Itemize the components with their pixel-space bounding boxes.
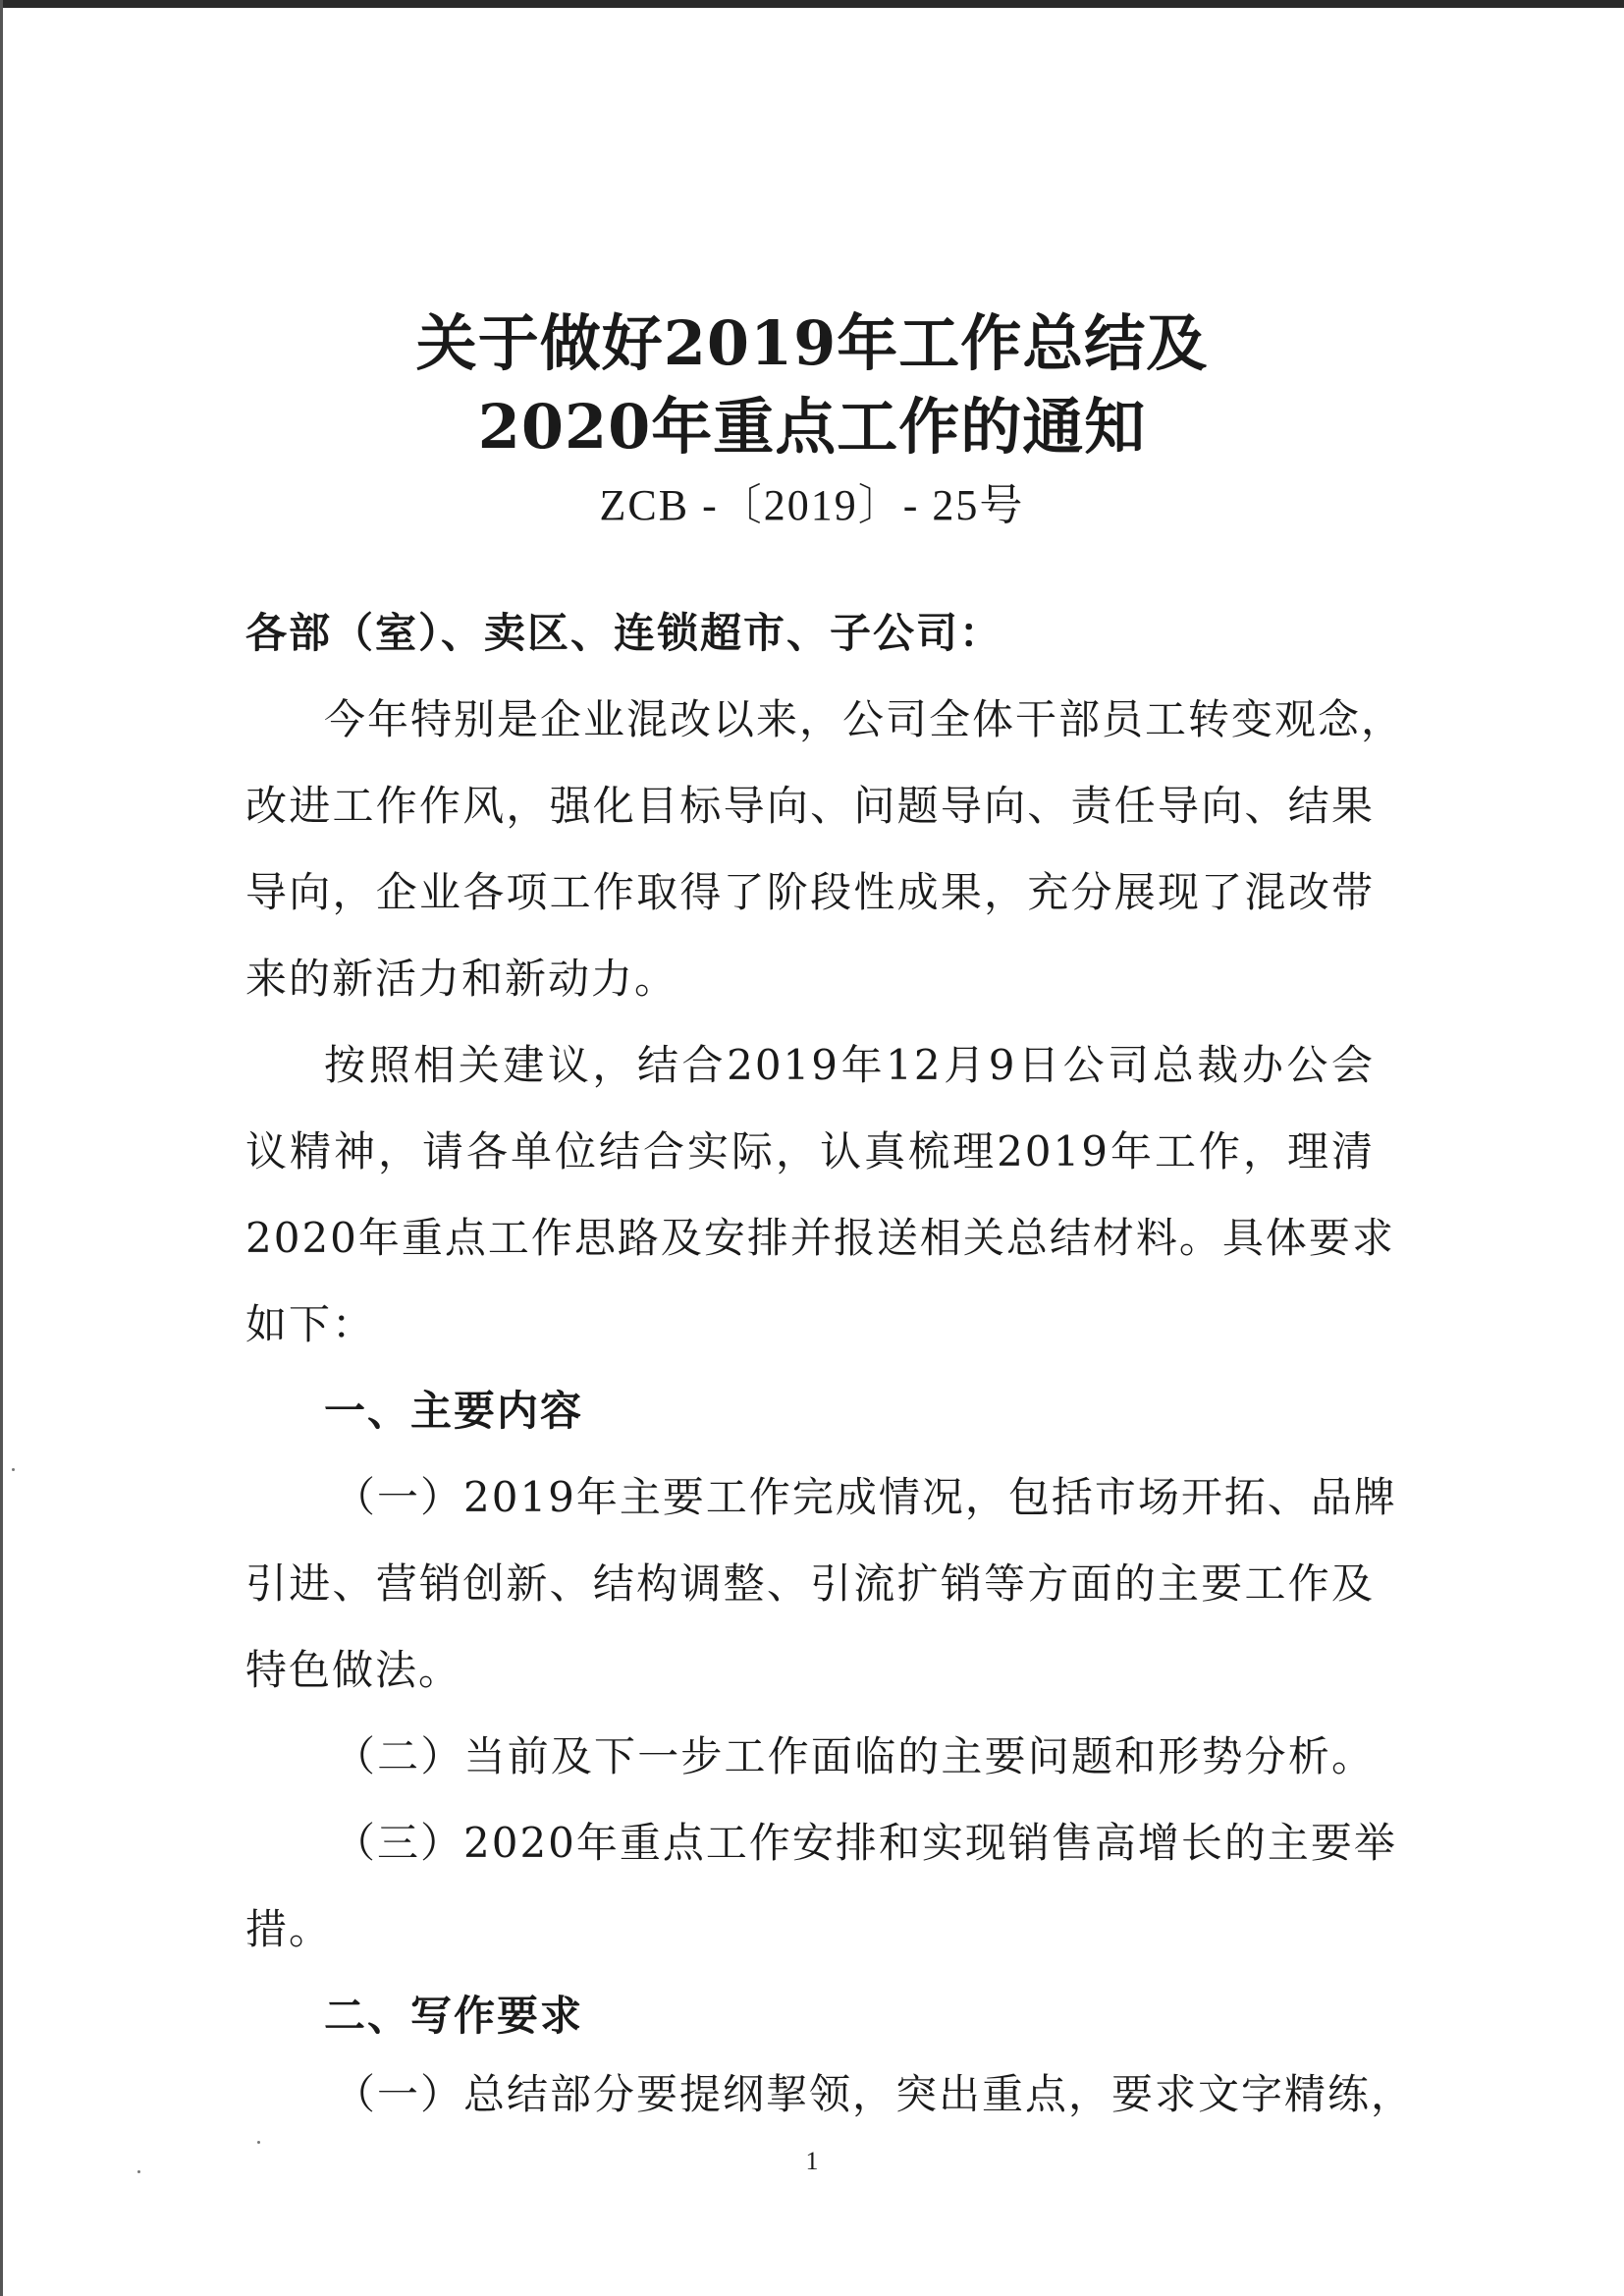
paragraph-1-line-1: 今年特别是企业混改以来，公司全体干部员工转变观念， (324, 695, 1405, 743)
item-1-2: （二）当前及下一步工作面临的主要问题和形势分析。 (334, 1732, 1375, 1780)
scan-speck (12, 1468, 15, 1471)
item-1-3-line-2: 措。 (245, 1905, 333, 1953)
paragraph-2-line-2: 议精神，请各单位结合实际，认真梳理2019年工作，理清 (245, 1127, 1375, 1175)
paragraph-2-line-1: 按照相关建议，结合2019年12月9日公司总裁办公会 (324, 1041, 1375, 1089)
paragraph-1-line-4: 来的新活力和新动力。 (245, 955, 678, 1003)
document-title-line-1: 关于做好2019年工作总结及 (415, 307, 1209, 379)
page-number: 1 (805, 2147, 819, 2175)
paragraph-1-line-3: 导向，企业各项工作取得了阶段性成果，充分展现了混改带 (245, 868, 1375, 916)
paragraph-2-line-4: 如下： (245, 1300, 376, 1348)
item-1-1-line-2: 引进、营销创新、结构调整、引流扩销等方面的主要工作及 (245, 1559, 1375, 1608)
scan-speck (257, 2141, 260, 2144)
item-2-1-line-1: （一）总结部分要提纲挈领，突出重点，要求文字精练， (334, 2070, 1415, 2118)
paragraph-2-line-3: 2020年重点工作思路及安排并报送相关总结材料。具体要求 (245, 1214, 1395, 1262)
scan-speck (137, 2170, 140, 2173)
item-1-1-line-1: （一）2019年主要工作完成情况，包括市场开拓、品牌 (334, 1473, 1397, 1521)
paragraph-1-line-2: 改进工作作风，强化目标导向、问题导向、责任导向、结果 (245, 782, 1375, 830)
addressee: 各部（室）、卖区、连锁超市、子公司： (245, 609, 1003, 657)
document-title-line-2: 2020年重点工作的通知 (477, 391, 1147, 463)
section-2-heading: 二、写作要求 (324, 1992, 584, 2040)
document-number: ZCB -〔2019〕- 25号 (599, 481, 1025, 529)
item-1-3-line-1: （三）2020年重点工作安排和实现销售高增长的主要举 (334, 1819, 1397, 1867)
section-1-heading: 一、主要内容 (324, 1387, 584, 1435)
item-1-1-line-3: 特色做法。 (245, 1646, 462, 1694)
